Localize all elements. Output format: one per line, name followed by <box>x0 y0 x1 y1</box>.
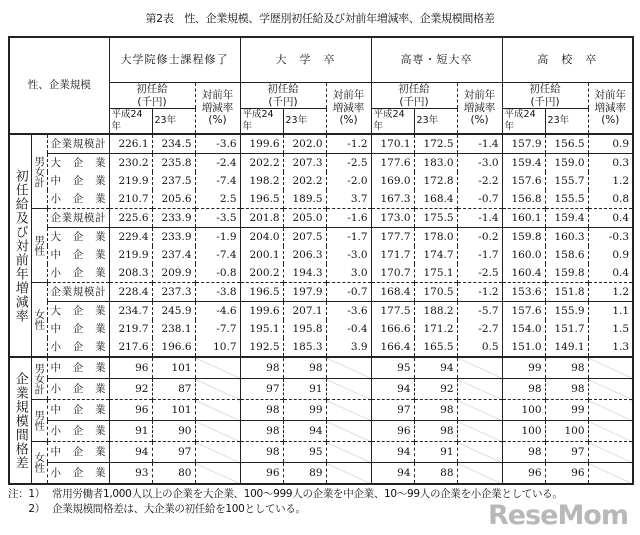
rate-change-cell: 0.8 <box>588 190 633 209</box>
table-title: 第2表 性、企業規模、学歴別初任給及び対前年増減率、企業規模間格差 <box>145 12 495 25</box>
salary-prev-cell: 234.5 <box>152 134 195 154</box>
salary-prev-cell: 202.0 <box>283 134 326 154</box>
salary-current-cell: 94 <box>371 463 414 485</box>
salary-current-cell: 177.7 <box>371 228 414 247</box>
salary-current-cell: 202.2 <box>240 154 283 173</box>
salary-prev-cell: 159.4 <box>545 209 588 228</box>
table-row <box>9 338 633 357</box>
salary-prev-cell: 188.2 <box>414 302 457 321</box>
table-row <box>9 190 633 209</box>
rate-change-cell: -1.7 <box>326 228 371 247</box>
rate-header: 対前年 増減率 (%) <box>457 83 502 135</box>
salary-current-cell: 201.8 <box>240 209 283 228</box>
salary-prev-cell: 237.5 <box>152 172 195 190</box>
size-label: 中企業 <box>47 400 109 421</box>
header-row-groups <box>9 37 633 83</box>
salary-prev-cell: 207.3 <box>283 154 326 173</box>
salary-current-cell: 157.9 <box>502 134 545 154</box>
salary-header: 初任給 (千円) <box>240 83 326 109</box>
rate-change-cell: -3.0 <box>326 246 371 264</box>
salary-prev-cell: 101 <box>152 400 195 421</box>
rate-change-cell: -3.8 <box>195 283 240 302</box>
salary-current-cell: 167.3 <box>371 190 414 209</box>
table-row <box>9 228 633 247</box>
empty-rate-cell <box>326 357 371 379</box>
size-label: 企業規模計 <box>47 209 109 228</box>
salary-prev-cell: 194.3 <box>283 264 326 283</box>
salary-prev-cell: 87 <box>152 379 195 400</box>
empty-rate-cell <box>457 463 502 485</box>
rate-change-cell: 0.3 <box>588 154 633 173</box>
salary-current-cell: 219.9 <box>109 172 152 190</box>
salary-prev-cell: 168.4 <box>414 190 457 209</box>
footnote-1: 注：1） 常用労働者1,000人以上の企業を大企業、100～999人の企業を中企業、10～99人の企業を小企業としている。 <box>8 488 563 501</box>
rate-change-cell: -3.6 <box>326 302 371 321</box>
salary-current-cell: 171.7 <box>371 246 414 264</box>
salary-prev-cell: 159.8 <box>545 264 588 283</box>
rate-change-cell: 1.1 <box>588 302 633 321</box>
sex-group-label: 男女計 <box>31 134 47 209</box>
size-label: 中企業 <box>47 172 109 190</box>
salary-prev-cell: 99 <box>545 400 588 421</box>
size-label: 小企業 <box>47 190 109 209</box>
rate-change-cell: -1.6 <box>326 209 371 228</box>
sex-group-label: 男性 <box>31 209 47 283</box>
salary-current-cell: 210.7 <box>109 190 152 209</box>
salary-current-cell: 97 <box>371 400 414 421</box>
salary-current-cell: 199.6 <box>240 302 283 321</box>
year-current-header: 平成24年 <box>109 109 152 135</box>
salary-current-cell: 166.4 <box>371 338 414 357</box>
empty-rate-cell <box>326 379 371 400</box>
salary-prev-cell: 183.0 <box>414 154 457 173</box>
table-row <box>9 209 633 228</box>
salary-prev-cell: 205.0 <box>283 209 326 228</box>
salary-prev-cell: 185.3 <box>283 338 326 357</box>
salary-current-cell: 151.0 <box>502 338 545 357</box>
rate-change-cell: 3.0 <box>326 264 371 283</box>
salary-current-cell: 168.4 <box>371 283 414 302</box>
salary-prev-cell: 95 <box>283 442 326 463</box>
salary-prev-cell: 94 <box>414 357 457 379</box>
rate-header: 対前年 増減率 (%) <box>326 83 371 135</box>
salary-current-cell: 217.6 <box>109 338 152 357</box>
salary-prev-cell: 97 <box>545 442 588 463</box>
table-row <box>9 302 633 321</box>
education-group-header: 高 校 卒 <box>502 37 633 83</box>
salary-prev-cell: 235.8 <box>152 154 195 173</box>
salary-current-cell: 234.7 <box>109 302 152 321</box>
size-label: 中企業 <box>47 442 109 463</box>
salary-prev-cell: 100 <box>545 421 588 442</box>
rate-change-cell: -3.5 <box>195 209 240 228</box>
rate-change-cell: -7.4 <box>195 172 240 190</box>
salary-prev-cell: 151.7 <box>545 320 588 338</box>
table-row <box>9 357 633 379</box>
rate-change-cell: 0.9 <box>588 134 633 154</box>
rate-change-cell: 0.4 <box>588 264 633 283</box>
salary-current-cell: 94 <box>109 442 152 463</box>
rate-change-cell: 1.5 <box>588 320 633 338</box>
empty-rate-cell <box>457 400 502 421</box>
size-label: 中企業 <box>47 357 109 379</box>
resemom-watermark-logo: ReseMom <box>487 500 628 532</box>
salary-current-cell: 100 <box>502 421 545 442</box>
salary-prev-cell: 209.9 <box>152 264 195 283</box>
year-prev-header: 23年 <box>545 109 588 135</box>
salary-header: 初任給 (千円) <box>109 83 195 109</box>
salary-prev-cell: 155.7 <box>545 172 588 190</box>
rate-change-cell: 0.4 <box>588 209 633 228</box>
salary-current-cell: 92 <box>109 379 152 400</box>
salary-current-cell: 169.0 <box>371 172 414 190</box>
salary-current-cell: 200.2 <box>240 264 283 283</box>
empty-rate-cell <box>195 421 240 442</box>
rate-change-cell: -1.4 <box>457 134 502 154</box>
rate-change-cell: -0.8 <box>195 264 240 283</box>
table-row <box>9 154 633 173</box>
table-row <box>9 320 633 338</box>
empty-rate-cell <box>326 400 371 421</box>
salary-current-cell: 219.7 <box>109 320 152 338</box>
sex-group-label: 男女計 <box>31 357 47 400</box>
salary-current-cell: 96 <box>109 357 152 379</box>
table-row <box>9 246 633 264</box>
rate-change-cell: 0.9 <box>588 246 633 264</box>
salary-current-cell: 96 <box>109 400 152 421</box>
salary-prev-cell: 159.0 <box>545 154 588 173</box>
table-row <box>9 172 633 190</box>
education-group-header: 大 学 卒 <box>240 37 371 83</box>
footnotes <box>8 487 632 532</box>
corner-header: 性、企業規模 <box>9 37 109 134</box>
salary-prev-cell: 101 <box>152 357 195 379</box>
rate-change-cell: -1.4 <box>457 209 502 228</box>
salary-prev-cell: 207.1 <box>283 302 326 321</box>
salary-prev-cell: 98 <box>414 421 457 442</box>
salary-current-cell: 219.9 <box>109 246 152 264</box>
empty-rate-cell <box>195 379 240 400</box>
empty-rate-cell <box>457 421 502 442</box>
table-row <box>9 421 633 442</box>
rate-change-cell: 3.9 <box>326 338 371 357</box>
salary-current-cell: 177.5 <box>371 302 414 321</box>
table-container <box>8 36 632 532</box>
salary-prev-cell: 172.8 <box>414 172 457 190</box>
salary-current-cell: 196.5 <box>240 190 283 209</box>
salary-current-cell: 98 <box>240 357 283 379</box>
salary-current-cell: 225.6 <box>109 209 152 228</box>
size-label: 大企業 <box>47 302 109 321</box>
salary-prev-cell: 175.5 <box>414 209 457 228</box>
salary-prev-cell: 98 <box>283 357 326 379</box>
salary-current-cell: 157.6 <box>502 302 545 321</box>
salary-current-cell: 229.4 <box>109 228 152 247</box>
salary-current-cell: 94 <box>371 379 414 400</box>
salary-prev-cell: 149.1 <box>545 338 588 357</box>
salary-current-cell: 170.1 <box>371 134 414 154</box>
empty-rate-cell <box>195 357 240 379</box>
salary-prev-cell: 233.9 <box>152 209 195 228</box>
salary-current-cell: 98 <box>240 442 283 463</box>
size-label: 企業規模計 <box>47 283 109 302</box>
rate-change-cell: -2.5 <box>326 154 371 173</box>
rate-change-cell: 1.2 <box>588 283 633 302</box>
size-label: 中企業 <box>47 320 109 338</box>
salary-current-cell: 98 <box>502 442 545 463</box>
salary-prev-cell: 90 <box>152 421 195 442</box>
size-label: 小企業 <box>47 338 109 357</box>
size-label: 企業規模計 <box>47 134 109 154</box>
rate-change-cell: -2.4 <box>195 154 240 173</box>
salary-prev-cell: 196.6 <box>152 338 195 357</box>
salary-current-cell: 192.5 <box>240 338 283 357</box>
rate-change-cell: 3.7 <box>326 190 371 209</box>
salary-prev-cell: 202.2 <box>283 172 326 190</box>
rate-change-cell: -7.4 <box>195 246 240 264</box>
salary-prev-cell: 238.1 <box>152 320 195 338</box>
rate-change-cell: -3.6 <box>195 134 240 154</box>
salary-current-cell: 96 <box>502 463 545 485</box>
salary-current-cell: 153.6 <box>502 283 545 302</box>
rate-change-cell: -0.7 <box>457 190 502 209</box>
salary-current-cell: 156.8 <box>502 190 545 209</box>
salary-current-cell: 204.0 <box>240 228 283 247</box>
rate-change-cell: -2.0 <box>326 172 371 190</box>
education-group-header: 大学院修士課程修了 <box>109 37 240 83</box>
table-row <box>9 400 633 421</box>
salary-prev-cell: 165.5 <box>414 338 457 357</box>
empty-rate-cell <box>195 463 240 485</box>
rate-change-cell: -2.2 <box>457 172 502 190</box>
salary-current-cell: 160.0 <box>502 246 545 264</box>
salary-prev-cell: 94 <box>283 421 326 442</box>
salary-prev-cell: 91 <box>414 442 457 463</box>
salary-prev-cell: 96 <box>545 463 588 485</box>
rate-change-cell: -7.7 <box>195 320 240 338</box>
salary-current-cell: 199.6 <box>240 134 283 154</box>
salary-current-cell: 195.1 <box>240 320 283 338</box>
salary-current-cell: 157.6 <box>502 172 545 190</box>
salary-prev-cell: 98 <box>545 379 588 400</box>
salary-prev-cell: 237.4 <box>152 246 195 264</box>
size-label: 中企業 <box>47 246 109 264</box>
salary-prev-cell: 175.1 <box>414 264 457 283</box>
education-group-header: 高専・短大卒 <box>371 37 502 83</box>
salary-prev-cell: 207.5 <box>283 228 326 247</box>
salary-current-cell: 160.4 <box>502 264 545 283</box>
salary-prev-cell: 156.5 <box>545 134 588 154</box>
salary-current-cell: 208.3 <box>109 264 152 283</box>
salary-header: 初任給 (千円) <box>371 83 457 109</box>
salary-prev-cell: 233.9 <box>152 228 195 247</box>
rate-change-cell: -2.5 <box>457 264 502 283</box>
salary-current-cell: 226.1 <box>109 134 152 154</box>
year-current-header: 平成24年 <box>240 109 283 135</box>
empty-rate-cell <box>588 357 633 379</box>
salary-prev-cell: 237.3 <box>152 283 195 302</box>
salary-prev-cell: 174.7 <box>414 246 457 264</box>
salary-current-cell: 96 <box>240 463 283 485</box>
salary-current-cell: 198.2 <box>240 172 283 190</box>
rate-change-cell: -0.4 <box>326 320 371 338</box>
empty-rate-cell <box>457 357 502 379</box>
empty-rate-cell <box>588 442 633 463</box>
empty-rate-cell <box>457 442 502 463</box>
salary-prev-cell: 88 <box>414 463 457 485</box>
salary-prev-cell: 98 <box>414 400 457 421</box>
empty-rate-cell <box>588 400 633 421</box>
salary-prev-cell: 245.9 <box>152 302 195 321</box>
table-row <box>9 463 633 485</box>
rate-change-cell: -0.7 <box>326 283 371 302</box>
rate-change-cell: 1.3 <box>588 338 633 357</box>
salary-prev-cell: 195.8 <box>283 320 326 338</box>
rate-change-cell: -2.7 <box>457 320 502 338</box>
table-row <box>9 283 633 302</box>
salary-prev-cell: 197.9 <box>283 283 326 302</box>
salary-current-cell: 94 <box>371 442 414 463</box>
salary-current-cell: 93 <box>109 463 152 485</box>
year-prev-header: 23年 <box>152 109 195 135</box>
salary-prev-cell: 92 <box>414 379 457 400</box>
salary-prev-cell: 89 <box>283 463 326 485</box>
salary-current-cell: 166.6 <box>371 320 414 338</box>
footnote-2: 2） 企業規模間格差は、大企業の初任給を100としている。 ReseMom <box>8 500 628 532</box>
rate-change-cell: -1.2 <box>326 134 371 154</box>
sex-group-label: 女性 <box>31 442 47 485</box>
rate-change-cell: -1.2 <box>457 283 502 302</box>
empty-rate-cell <box>588 463 633 485</box>
salary-current-cell: 159.8 <box>502 228 545 247</box>
salary-header: 初任給 (千円) <box>502 83 588 109</box>
size-label: 小企業 <box>47 264 109 283</box>
rate-change-cell: -0.3 <box>588 228 633 247</box>
year-prev-header: 23年 <box>283 109 326 135</box>
rate-change-cell: -0.2 <box>457 228 502 247</box>
salary-current-cell: 98 <box>240 421 283 442</box>
size-label: 小企業 <box>47 379 109 400</box>
rate-change-cell: -1.7 <box>457 246 502 264</box>
rate-change-cell: 0.5 <box>457 338 502 357</box>
salary-prev-cell: 172.5 <box>414 134 457 154</box>
salary-current-cell: 100 <box>502 400 545 421</box>
empty-rate-cell <box>326 463 371 485</box>
empty-rate-cell <box>588 421 633 442</box>
salary-current-cell: 91 <box>109 421 152 442</box>
salary-prev-cell: 158.6 <box>545 246 588 264</box>
salary-current-cell: 177.6 <box>371 154 414 173</box>
rate-change-cell: -4.6 <box>195 302 240 321</box>
empty-rate-cell <box>326 421 371 442</box>
salary-current-cell: 98 <box>502 379 545 400</box>
salary-prev-cell: 155.9 <box>545 302 588 321</box>
year-prev-header: 23年 <box>414 109 457 135</box>
salary-current-cell: 98 <box>240 400 283 421</box>
salary-current-cell: 154.0 <box>502 320 545 338</box>
salary-current-cell: 159.4 <box>502 154 545 173</box>
section-label: 初任給及び対前年増減率 <box>9 134 31 357</box>
salary-current-cell: 95 <box>371 357 414 379</box>
rate-header: 対前年 増減率 (%) <box>588 83 633 135</box>
salary-prev-cell: 155.5 <box>545 190 588 209</box>
starting-salary-table <box>8 36 634 485</box>
year-current-header: 平成24年 <box>371 109 414 135</box>
salary-prev-cell: 160.3 <box>545 228 588 247</box>
salary-prev-cell: 178.0 <box>414 228 457 247</box>
empty-rate-cell <box>457 379 502 400</box>
salary-prev-cell: 91 <box>283 379 326 400</box>
empty-rate-cell <box>195 442 240 463</box>
salary-prev-cell: 97 <box>152 442 195 463</box>
salary-prev-cell: 151.8 <box>545 283 588 302</box>
salary-current-cell: 228.4 <box>109 283 152 302</box>
salary-prev-cell: 205.6 <box>152 190 195 209</box>
salary-current-cell: 97 <box>240 379 283 400</box>
salary-prev-cell: 206.3 <box>283 246 326 264</box>
size-label: 小企業 <box>47 421 109 442</box>
rate-change-cell: 10.7 <box>195 338 240 357</box>
year-current-header: 平成24年 <box>502 109 545 135</box>
salary-current-cell: 200.1 <box>240 246 283 264</box>
empty-rate-cell <box>588 379 633 400</box>
salary-prev-cell: 171.2 <box>414 320 457 338</box>
table-row <box>9 442 633 463</box>
salary-prev-cell: 98 <box>545 357 588 379</box>
salary-prev-cell: 170.5 <box>414 283 457 302</box>
sex-group-label: 女性 <box>31 283 47 358</box>
empty-rate-cell <box>195 400 240 421</box>
salary-current-cell: 230.2 <box>109 154 152 173</box>
section-label: 企業規模間格差 <box>9 357 31 484</box>
salary-current-cell: 196.5 <box>240 283 283 302</box>
salary-prev-cell: 80 <box>152 463 195 485</box>
size-label: 大企業 <box>47 154 109 173</box>
rate-change-cell: -1.9 <box>195 228 240 247</box>
rate-change-cell: 1.2 <box>588 172 633 190</box>
table-row <box>9 134 633 154</box>
salary-current-cell: 170.7 <box>371 264 414 283</box>
salary-prev-cell: 189.5 <box>283 190 326 209</box>
salary-current-cell: 173.0 <box>371 209 414 228</box>
rate-change-cell: 2.5 <box>195 190 240 209</box>
salary-current-cell: 96 <box>371 421 414 442</box>
salary-current-cell: 160.1 <box>502 209 545 228</box>
table-row <box>9 264 633 283</box>
size-label: 大企業 <box>47 228 109 247</box>
size-label: 小企業 <box>47 463 109 485</box>
empty-rate-cell <box>326 442 371 463</box>
salary-prev-cell: 99 <box>283 400 326 421</box>
rate-change-cell: -3.0 <box>457 154 502 173</box>
salary-current-cell: 99 <box>502 357 545 379</box>
sex-group-label: 男性 <box>31 400 47 442</box>
rate-change-cell: -5.7 <box>457 302 502 321</box>
table-row <box>9 379 633 400</box>
rate-header: 対前年 増減率 (%) <box>195 83 240 135</box>
